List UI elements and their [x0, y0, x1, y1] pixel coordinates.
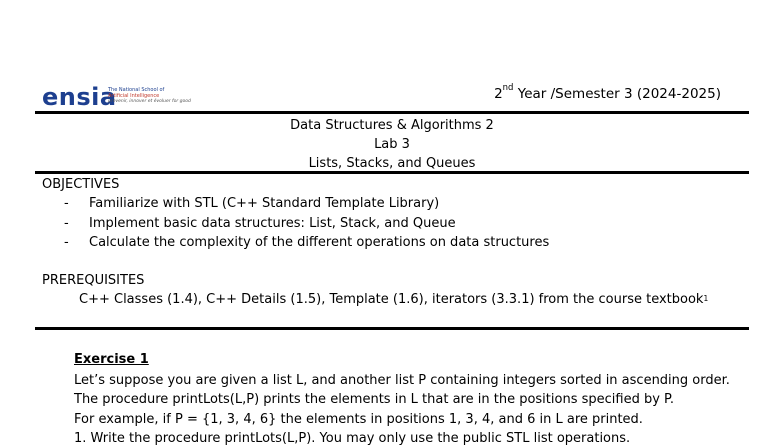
objective-text: Familiarize with STL (C++ Standard Template Library)	[89, 196, 440, 211]
section-divider	[35, 327, 749, 330]
year-text: Year /Semester 3 (2024-2025)	[513, 86, 721, 102]
objective-text: Calculate the complexity of the different operations on data structures	[89, 235, 550, 250]
footnote-marker: 1	[703, 294, 709, 303]
title-block	[35, 116, 749, 173]
school-logo	[42, 83, 191, 111]
prerequisites-text	[79, 290, 708, 309]
year-number: 2	[494, 86, 503, 102]
exercise-line: The procedure printLots(L,P) prints the elements in L that are in the positions specified by P.	[74, 392, 674, 408]
year-semester	[494, 83, 721, 102]
exercise-heading: Exercise 1	[74, 352, 149, 367]
objectives-list	[64, 194, 549, 253]
logo-line-1: The National School of	[108, 87, 165, 93]
lab-topic: Lists, Stacks, and Queues	[308, 156, 476, 171]
exercise-line: 1. Write the procedure printLots(L,P). You may only use the public STL list operations.	[74, 430, 631, 446]
logo-line-3: prevenir, innover et évoluer for good	[108, 99, 191, 104]
list-item: - Familiarize with STL (C++ Standard Template Library)	[64, 196, 440, 211]
year-suffix: nd	[502, 83, 514, 93]
objectives-heading: OBJECTIVES	[42, 177, 120, 192]
lab-number: Lab 3	[374, 137, 410, 152]
logo-wordmark: ensia	[42, 83, 117, 111]
exercise-line: Let’s suppose you are given a list L, and another list P containing integers sorted in ascending order.	[74, 373, 730, 388]
list-item: - Implement basic data structures: List, Stack, and Queue	[64, 215, 456, 231]
objective-text: Implement basic data structures: List, Stack, and Queue	[89, 215, 456, 231]
title-divider	[35, 171, 749, 174]
course-title: Data Structures & Algorithms 2	[290, 118, 494, 133]
top-divider	[35, 111, 749, 114]
list-item: - Calculate the complexity of the different operations on data structures	[64, 235, 550, 250]
prerequisites-heading: PREREQUISITES	[42, 273, 145, 288]
exercise-body	[74, 371, 730, 448]
logo-line-2: Artificial Intelligence	[108, 93, 160, 99]
exercise-line: For example, if P = {1, 3, 4, 6} the elements in positions 1, 3, 4, and 6 in L are printed.	[74, 411, 643, 427]
prerequisites-body: C++ Classes (1.4), C++ Details (1.5), Template (1.6), iterators (3.3.1) from the course textbook	[79, 292, 704, 307]
